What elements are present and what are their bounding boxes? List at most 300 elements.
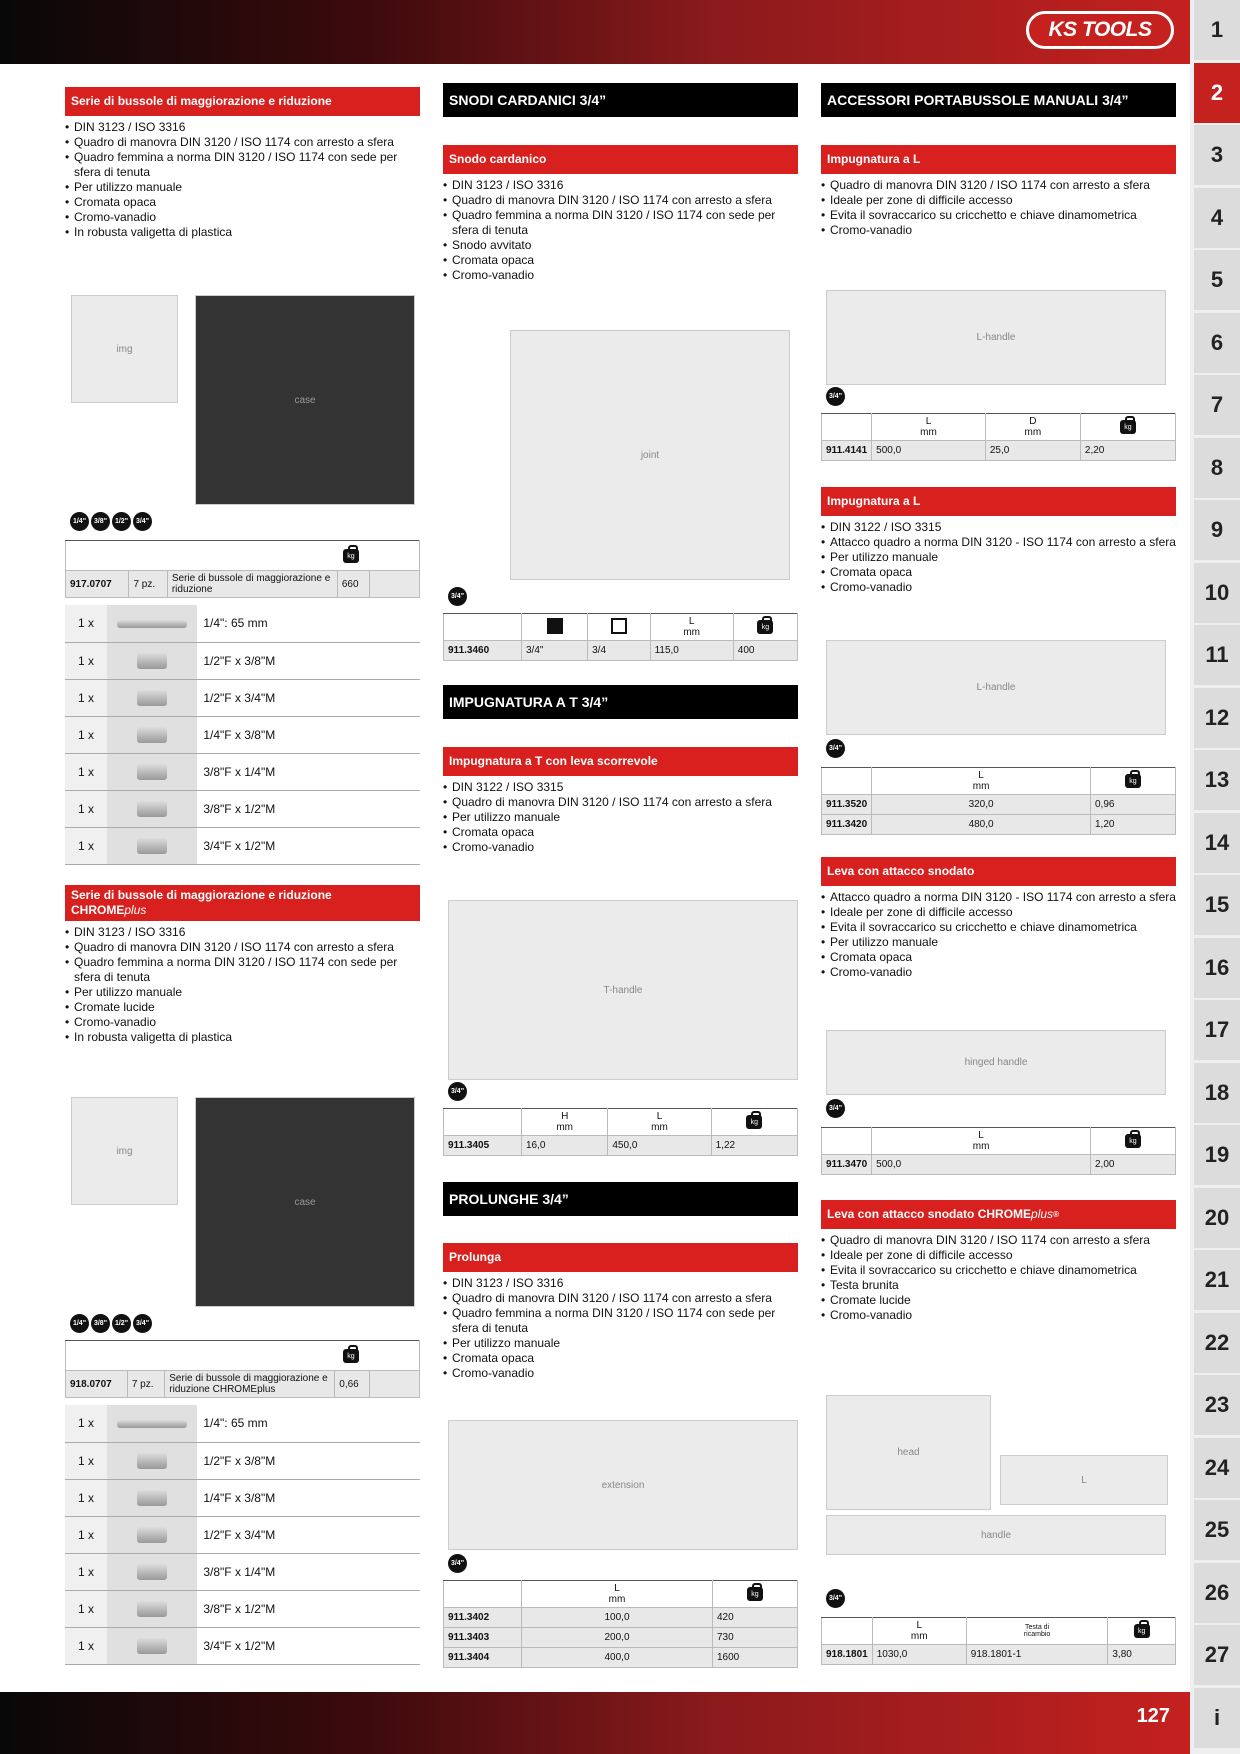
item-quantity: 1 x	[65, 716, 107, 753]
spec-row	[822, 795, 1176, 815]
column-2-section-1	[443, 145, 798, 283]
size-badges	[448, 1552, 469, 1573]
brand-logo: KS TOOLS	[1026, 11, 1174, 49]
feature-list	[821, 520, 1176, 595]
spec-table	[443, 1108, 798, 1156]
l-handle-photo: L-handle	[826, 290, 1166, 385]
feature-item: • Evita il sovraccarico su cricchetto e chiave dinamometrica	[821, 208, 1176, 223]
socket-set-case-photo: case	[195, 295, 415, 505]
chapter-tab[interactable]: 15	[1194, 875, 1240, 935]
article-code: 911.3402	[444, 1608, 522, 1628]
chapter-tab[interactable]: 8	[1194, 438, 1240, 498]
size-badges	[70, 510, 154, 531]
item-description: 3/8"F x 1/4"M	[197, 753, 420, 790]
set-item-row	[65, 1479, 420, 1516]
item-quantity: 1 x	[65, 1405, 107, 1442]
spec-table	[821, 413, 1176, 461]
dimension-drawing: L	[1000, 1455, 1168, 1505]
item-icon-cell	[107, 1516, 197, 1553]
size-badges	[826, 1587, 847, 1608]
adapter-icon	[137, 1490, 167, 1506]
feature-item: • Per utilizzo manuale	[821, 550, 1176, 565]
chapter-tab[interactable]: 21	[1194, 1250, 1240, 1310]
chapter-tab[interactable]: 27	[1194, 1625, 1240, 1685]
weight-icon: kg	[1120, 420, 1136, 434]
item-quantity: 1 x	[65, 1479, 107, 1516]
item-description: 1/4": 65 mm	[197, 605, 420, 642]
adapter-icon	[137, 727, 167, 743]
spec-table	[65, 540, 420, 598]
set-contents	[65, 1405, 420, 1665]
article-code: 911.3403	[444, 1628, 522, 1648]
feature-item: • Cromo-vanadio	[821, 1308, 1176, 1323]
length-label: L	[688, 616, 695, 627]
article-code: 911.3460	[444, 641, 522, 661]
chapter-tab[interactable]: 12	[1194, 688, 1240, 748]
category-header: SNODI CARDANICI 3/4”	[443, 83, 798, 117]
weight-icon: kg	[343, 1349, 359, 1363]
chapter-tab[interactable]: 17	[1194, 1000, 1240, 1060]
set-item-row	[65, 827, 420, 864]
size-badge: 3/4"	[448, 587, 467, 606]
feature-item: • Cromata opaca	[65, 195, 420, 210]
size-badge: 3/4"	[448, 1082, 467, 1101]
feature-item: • Ideale per zone di difficile accesso	[821, 193, 1176, 208]
article-code: 911.4141	[822, 441, 872, 461]
item-quantity: 1 x	[65, 827, 107, 864]
item-description: 1/2"F x 3/4"M	[197, 679, 420, 716]
feature-item: • Cromo-vanadio	[65, 1015, 420, 1030]
feature-item: • Quadro di manovra DIN 3120 / ISO 1174 con arresto a sfera	[443, 1291, 798, 1306]
weight-icon: kg	[343, 549, 359, 563]
chapter-tab[interactable]: 16	[1194, 938, 1240, 998]
unit-label: mm	[920, 427, 937, 438]
chapter-tab[interactable]: 24	[1194, 1438, 1240, 1498]
size-badges	[448, 1080, 469, 1101]
bottom-banner	[0, 1692, 1190, 1754]
length: 320,0	[872, 795, 1091, 815]
set-item-row	[65, 1405, 420, 1442]
feature-item: • Per utilizzo manuale	[443, 810, 798, 825]
size-badge: 3/4"	[826, 739, 845, 758]
spec-row	[444, 1648, 798, 1668]
column-1	[65, 87, 420, 240]
column-3-section-4	[821, 1200, 1176, 1323]
item-description: 3/8"F x 1/2"M	[197, 790, 420, 827]
quantity: 7 pz.	[127, 1371, 164, 1398]
item-quantity: 1 x	[65, 642, 107, 679]
feature-item: • Quadro femmina a norma DIN 3120 / ISO 1174 con sede per sfera di tenuta	[443, 208, 798, 238]
extension-icon	[117, 620, 187, 628]
feature-item: • Cromata opaca	[443, 253, 798, 268]
feature-item: • Per utilizzo manuale	[821, 935, 1176, 950]
spec-table	[443, 1580, 798, 1668]
chapter-tab[interactable]: 7	[1194, 375, 1240, 435]
feature-item: • In robusta valigetta di plastica	[65, 1030, 420, 1045]
weight: 2,00	[1091, 1155, 1176, 1175]
size-badges	[826, 1097, 847, 1118]
adapter-icon	[137, 1601, 167, 1617]
feature-item: • Cromo-vanadio	[821, 223, 1176, 238]
column-3-section-3	[821, 857, 1176, 980]
size-badge: 1/4"	[70, 1314, 89, 1333]
category-header: ACCESSORI PORTABUSSOLE MANUALI 3/4”	[821, 83, 1176, 117]
adapter-icon	[137, 764, 167, 780]
adapter-icon	[137, 1527, 167, 1543]
article-code: 911.3520	[822, 795, 872, 815]
item-icon-cell	[107, 753, 197, 790]
feature-item: • Per utilizzo manuale	[65, 985, 420, 1000]
item-icon-cell	[107, 790, 197, 827]
feature-item: • Evita il sovraccarico su cricchetto e chiave dinamometrica	[821, 920, 1176, 935]
weight-icon: kg	[747, 1587, 763, 1601]
spare-head-code: 918.1801-1	[966, 1645, 1108, 1665]
diameter-label: D	[1029, 416, 1037, 427]
length-label: L	[925, 416, 932, 427]
section-title: Impugnatura a T con leva scorrevole	[443, 747, 798, 776]
length: 200,0	[522, 1628, 713, 1648]
set-item-row	[65, 1553, 420, 1590]
spec-row	[444, 1608, 798, 1628]
section-title: Serie di bussole di maggiorazione e riduzione	[65, 87, 420, 116]
feature-item: • Cromo-vanadio	[443, 1366, 798, 1381]
length: 500,0	[872, 441, 986, 461]
feature-item: • Quadro femmina a norma DIN 3120 / ISO 1174 con sede per sfera di tenuta	[443, 1306, 798, 1336]
feature-item: • Cromata opaca	[821, 565, 1176, 580]
item-quantity: 1 x	[65, 753, 107, 790]
weight: 400	[733, 641, 797, 661]
set-item-row	[65, 642, 420, 679]
adapter-icon	[137, 838, 167, 854]
chapter-tab[interactable]: 19	[1194, 1125, 1240, 1185]
unit-label: mm	[651, 1122, 668, 1133]
adapter-icon	[137, 653, 167, 669]
length-label: L	[978, 1130, 984, 1141]
unit-label: mm	[910, 1631, 928, 1642]
feature-item: • DIN 3122 / ISO 3315	[443, 780, 798, 795]
spec-table	[65, 1340, 420, 1398]
item-description: 3/8"F x 1/4"M	[197, 1553, 420, 1590]
item-quantity: 1 x	[65, 1442, 107, 1479]
item-quantity: 1 x	[65, 1516, 107, 1553]
feature-item: • Cromata opaca	[821, 950, 1176, 965]
adapter-icon	[137, 801, 167, 817]
item-description: 3/4"F x 1/2"M	[197, 1627, 420, 1664]
section-title: Impugnatura a L	[821, 487, 1176, 516]
set-item-row	[65, 790, 420, 827]
chapter-tab[interactable]: 10	[1194, 563, 1240, 623]
feature-item: • Quadro di manovra DIN 3120 / ISO 1174 con arresto a sfera	[65, 940, 420, 955]
spec-table	[443, 613, 798, 661]
feature-item: • Attacco quadro a norma DIN 3120 - ISO 1174 con arresto a sfera	[821, 535, 1176, 550]
feature-item: • DIN 3122 / ISO 3315	[821, 520, 1176, 535]
chapter-tab[interactable]: 25	[1194, 1500, 1240, 1560]
set-item-row	[65, 753, 420, 790]
feature-item: • Cromo-vanadio	[821, 965, 1176, 980]
adapter-icon	[137, 1453, 167, 1469]
feature-item: • DIN 3123 / ISO 3316	[443, 1276, 798, 1291]
height: 16,0	[522, 1136, 608, 1156]
feature-item: • Quadro di manovra DIN 3120 / ISO 1174 con arresto a sfera	[821, 1233, 1176, 1248]
item-icon-cell	[107, 827, 197, 864]
feature-item: • Quadro di manovra DIN 3120 / ISO 1174 con arresto a sfera	[443, 193, 798, 208]
weight: 1,22	[711, 1136, 797, 1156]
spec-row	[444, 1628, 798, 1648]
spare-head-label: Testa di	[1025, 1624, 1050, 1631]
item-quantity: 1 x	[65, 605, 107, 642]
section-title: Leva con attacco snodato	[821, 857, 1176, 886]
size-badges	[826, 385, 847, 406]
adapter-icon	[137, 1564, 167, 1580]
chapter-tab[interactable]: 26	[1194, 1563, 1240, 1623]
weight: 2,20	[1080, 441, 1175, 461]
item-quantity: 1 x	[65, 790, 107, 827]
feature-item: • Ideale per zone di difficile accesso	[821, 1248, 1176, 1263]
item-description: 1/4"F x 3/8"M	[197, 716, 420, 753]
column-2-section-3	[443, 1243, 798, 1381]
size-badge: 3/4"	[448, 1554, 467, 1573]
weight: 420	[713, 1608, 798, 1628]
size-badge: 3/4"	[133, 1314, 152, 1333]
registered-mark: ®	[1053, 1210, 1059, 1219]
feature-item: • Snodo avvitato	[443, 238, 798, 253]
item-description: 1/4": 65 mm	[197, 1405, 420, 1442]
feature-list	[821, 178, 1176, 238]
feature-list	[821, 890, 1176, 980]
chapter-tab[interactable]: 9	[1194, 500, 1240, 560]
feature-item: • Cromo-vanadio	[65, 210, 420, 225]
item-icon-cell	[107, 1627, 197, 1664]
feature-item: • Cromo-vanadio	[443, 268, 798, 283]
length-label: L	[978, 770, 984, 781]
feature-list	[65, 120, 420, 240]
length-label: L	[916, 1620, 923, 1631]
size-badge: 1/4"	[70, 512, 89, 531]
chapter-tab[interactable]: 5	[1194, 250, 1240, 310]
set-item-row	[65, 1590, 420, 1627]
article-code: 911.3470	[822, 1155, 872, 1175]
t-handle-photo: T-handle	[448, 900, 798, 1080]
size-badges	[448, 585, 469, 606]
length: 400,0	[522, 1648, 713, 1668]
description: Serie di bussole di maggiorazione e riduzione	[167, 571, 337, 598]
chapter-tab[interactable]: 22	[1194, 1313, 1240, 1373]
set-item-row	[65, 679, 420, 716]
feature-item: • DIN 3123 / ISO 3316	[65, 925, 420, 940]
chapter-tab[interactable]: 20	[1194, 1188, 1240, 1248]
size-badge: 3/4"	[133, 512, 152, 531]
item-icon-cell	[107, 1479, 197, 1516]
item-description: 3/8"F x 1/2"M	[197, 1590, 420, 1627]
extension-bar-photo: extension	[448, 1420, 798, 1550]
section-title	[65, 885, 420, 921]
set-contents	[65, 605, 420, 865]
chapter-tab[interactable]: 2	[1194, 63, 1240, 123]
ratchet-head-photo: head	[826, 1395, 991, 1510]
item-icon-cell	[107, 642, 197, 679]
feature-item: • Quadro di manovra DIN 3120 / ISO 1174 con arresto a sfera	[65, 135, 420, 150]
item-description: 3/4"F x 1/2"M	[197, 827, 420, 864]
size-badge: 1/2"	[112, 512, 131, 531]
weight-icon: kg	[1134, 1624, 1150, 1638]
unit-label: mm	[972, 781, 990, 792]
column-3-section-1	[821, 145, 1176, 238]
top-banner	[0, 0, 1190, 64]
size-badge: 3/8"	[91, 512, 110, 531]
spec-table	[821, 767, 1176, 835]
weight: 1600	[713, 1648, 798, 1668]
feature-item: • Evita il sovraccarico su cricchetto e chiave dinamometrica	[821, 1263, 1176, 1278]
set-item-row	[65, 1627, 420, 1664]
section-title: Impugnatura a L	[821, 145, 1176, 174]
spare-head-label-2: ricambio	[1023, 1631, 1051, 1638]
length-label: L	[656, 1111, 663, 1122]
feature-item: • Per utilizzo manuale	[443, 1336, 798, 1351]
category-header: IMPUGNATURA A T 3/4”	[443, 685, 798, 719]
feature-item: • DIN 3123 / ISO 3316	[443, 178, 798, 193]
detail-photo: img	[71, 295, 178, 403]
feature-item: • Ideale per zone di difficile accesso	[821, 905, 1176, 920]
extension-icon	[117, 1420, 187, 1428]
adapter-icon	[137, 690, 167, 706]
column-3-section-2	[821, 487, 1176, 595]
length: 500,0	[872, 1155, 1091, 1175]
chapter-tab[interactable]: 6	[1194, 313, 1240, 373]
length: 115,0	[650, 641, 733, 661]
hinged-handle-photo: hinged handle	[826, 1030, 1166, 1095]
article-code: 911.3405	[444, 1136, 522, 1156]
item-description: 1/4"F x 3/8"M	[197, 1479, 420, 1516]
description: Serie di bussole di maggiorazione e riduzione CHROMEplus	[165, 1371, 335, 1398]
feature-list	[821, 1233, 1176, 1323]
weight: 730	[713, 1628, 798, 1648]
feature-list	[443, 1276, 798, 1381]
unit-label: mm	[556, 1122, 574, 1133]
hinged-handle-photo: handle	[826, 1515, 1166, 1555]
section-title-plus: plus	[124, 903, 147, 917]
length: 450,0	[608, 1136, 711, 1156]
detail-photo: img	[71, 1097, 178, 1205]
item-quantity: 1 x	[65, 1627, 107, 1664]
length: 480,0	[872, 815, 1091, 835]
section-title-plus: plus	[1031, 1207, 1054, 1221]
item-icon-cell	[107, 679, 197, 716]
item-description: 1/2"F x 3/4"M	[197, 1516, 420, 1553]
height-label: H	[561, 1111, 569, 1122]
feature-item: • DIN 3123 / ISO 3316	[65, 120, 420, 135]
weight-icon: kg	[746, 1115, 762, 1129]
article-code: 918.1801	[822, 1645, 873, 1665]
section-title: Snodo cardanico	[443, 145, 798, 174]
feature-item: • Cromata opaca	[443, 825, 798, 840]
chapter-tab[interactable]: 4	[1194, 188, 1240, 248]
chapter-tab[interactable]: 1	[1194, 0, 1240, 60]
feature-item: • Per utilizzo manuale	[65, 180, 420, 195]
feature-item: • Cromo-vanadio	[821, 580, 1176, 595]
universal-joint-photo: joint	[510, 330, 790, 580]
section-title-line1: Serie di bussole di maggiorazione e riduzione	[71, 888, 332, 902]
socket-set-case-photo: case	[195, 1097, 415, 1307]
chapter-tab[interactable]: i	[1194, 1688, 1240, 1748]
set-item-row	[65, 716, 420, 753]
size-badge: 3/4"	[826, 1589, 845, 1608]
weight: 0,66	[335, 1371, 370, 1398]
item-icon-cell	[107, 1590, 197, 1627]
weight-icon: kg	[1125, 774, 1141, 788]
article-code: 911.3420	[822, 815, 872, 835]
item-icon-cell	[107, 1442, 197, 1479]
chapter-tab[interactable]: 18	[1194, 1063, 1240, 1123]
chapter-tab[interactable]: 14	[1194, 813, 1240, 873]
length-label: L	[614, 1583, 620, 1594]
feature-item: • Cromate lucide	[65, 1000, 420, 1015]
item-description: 1/2"F x 3/8"M	[197, 642, 420, 679]
chapter-tab[interactable]: 3	[1194, 125, 1240, 185]
item-icon-cell	[107, 1405, 197, 1442]
l-handle-photo: L-handle	[826, 640, 1166, 735]
article-code: 911.3404	[444, 1648, 522, 1668]
weight: 1,20	[1091, 815, 1176, 835]
weight-icon: kg	[757, 620, 773, 634]
spec-table	[821, 1127, 1176, 1175]
column-1-section-2	[65, 885, 420, 1045]
feature-item: • Testa brunita	[821, 1278, 1176, 1293]
section-title-chrome: CHROME	[71, 903, 125, 917]
length: 100,0	[522, 1608, 713, 1628]
unit-label: mm	[1024, 427, 1042, 438]
unit-label: mm	[683, 627, 701, 638]
category-header: PROLUNGHE 3/4”	[443, 1182, 798, 1216]
column-2-section-2	[443, 747, 798, 855]
section-title: Prolunga	[443, 1243, 798, 1272]
feature-item: • Quadro femmina a norma DIN 3120 / ISO 1174 con sede per sfera di tenuta	[65, 150, 420, 180]
feature-list	[443, 178, 798, 283]
chapter-tab[interactable]: 23	[1194, 1375, 1240, 1435]
page-number: 127	[1136, 1705, 1170, 1727]
item-quantity: 1 x	[65, 1590, 107, 1627]
feature-item: • Attacco quadro a norma DIN 3120 - ISO 1174 con arresto a sfera	[821, 890, 1176, 905]
set-item-row	[65, 1442, 420, 1479]
quantity: 7 pz.	[129, 571, 167, 598]
weight: 660	[337, 571, 369, 598]
item-quantity: 1 x	[65, 1553, 107, 1590]
set-item-row	[65, 605, 420, 642]
unit-label: mm	[972, 1141, 990, 1152]
feature-item: • Cromata opaca	[443, 1351, 798, 1366]
article-code: 917.0707	[66, 571, 129, 598]
size-badge: 3/4"	[826, 1099, 845, 1118]
unit-label: mm	[608, 1594, 626, 1605]
item-description: 1/2"F x 3/8"M	[197, 1442, 420, 1479]
feature-item: • Quadro di manovra DIN 3120 / ISO 1174 con arresto a sfera	[821, 178, 1176, 193]
weight-icon: kg	[1125, 1134, 1141, 1148]
square-female-icon	[611, 618, 627, 634]
feature-list	[65, 925, 420, 1045]
spec-row	[822, 815, 1176, 835]
item-icon-cell	[107, 1553, 197, 1590]
item-icon-cell	[107, 605, 197, 642]
size-badge: 3/4"	[826, 387, 845, 406]
chapter-tab[interactable]: 11	[1194, 625, 1240, 685]
chapter-tab[interactable]: 13	[1194, 750, 1240, 810]
item-quantity: 1 x	[65, 679, 107, 716]
feature-item: • Cromate lucide	[821, 1293, 1176, 1308]
square-male-icon	[547, 618, 563, 634]
weight: 0,96	[1091, 795, 1176, 815]
feature-list	[443, 780, 798, 855]
set-item-row	[65, 1516, 420, 1553]
section-title-main: Leva con attacco snodato CHROME	[827, 1207, 1032, 1221]
